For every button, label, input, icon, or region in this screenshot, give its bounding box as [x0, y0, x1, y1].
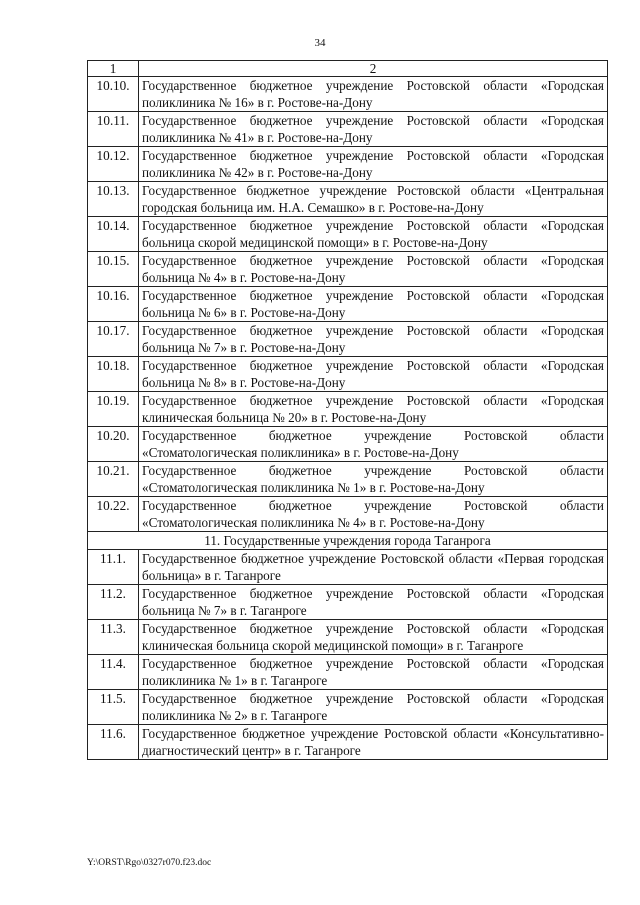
institution-name: Государственное бюджетное учреждение Ростовской области «Городская поликлиника № 2» в г. Таганроге [139, 690, 608, 725]
table-row [88, 217, 608, 252]
header-col-1: 1 [88, 61, 139, 77]
table-row [88, 147, 608, 182]
institution-name: Государственное бюджетное учреждение Ростовской области «Центральная городская больница им. Н.А. Семашко» в г. Ростове-на-Дону [139, 182, 608, 217]
table-row [88, 287, 608, 322]
row-number: 11.5. [88, 690, 139, 725]
row-number: 10.22. [88, 497, 139, 532]
table-row [88, 322, 608, 357]
table-row [88, 690, 608, 725]
institution-name: Государственное бюджетное учреждение Ростовской области «Первая городская больница» в г. Таганроге [139, 550, 608, 585]
table-header-row [88, 61, 608, 77]
table-row [88, 550, 608, 585]
row-number: 10.21. [88, 462, 139, 497]
institution-name: Государственное бюджетное учреждение Ростовской области «Стоматологическая поликлиника № 1» в г. Ростове-на-Дону [139, 462, 608, 497]
header-col-2: 2 [139, 61, 608, 77]
section-heading: 11. Государственные учреждения города Таганрога [88, 532, 608, 550]
row-number: 10.19. [88, 392, 139, 427]
institution-name: Государственное бюджетное учреждение Ростовской области «Городская поликлиника № 16» в г. Ростове-на-Дону [139, 77, 608, 112]
institution-name: Государственное бюджетное учреждение Ростовской области «Городская поликлиника № 41» в г. Ростове-на-Дону [139, 112, 608, 147]
page-number: 34 [314, 37, 326, 49]
institution-name: Государственное бюджетное учреждение Ростовской области «Городская поликлиника № 1» в г. Таганроге [139, 655, 608, 690]
table-row [88, 112, 608, 147]
row-number: 10.12. [88, 147, 139, 182]
institutions-table [87, 60, 608, 760]
institution-name: Государственное бюджетное учреждение Ростовской области «Консультативно-диагностический центр» в г. Таганроге [139, 725, 608, 760]
row-number: 11.2. [88, 585, 139, 620]
table-row [88, 357, 608, 392]
institution-name: Государственное бюджетное учреждение Ростовской области «Городская больница № 8» в г. Ростове-на-Дону [139, 357, 608, 392]
table-row [88, 725, 608, 760]
row-number: 11.3. [88, 620, 139, 655]
table-row [88, 392, 608, 427]
table-row [88, 252, 608, 287]
table-row [88, 585, 608, 620]
row-number: 10.18. [88, 357, 139, 392]
institution-name: Государственное бюджетное учреждение Ростовской области «Городская клиническая больница скорой медицинской помощи» в г. Таганроге [139, 620, 608, 655]
row-number: 11.6. [88, 725, 139, 760]
row-number: 10.16. [88, 287, 139, 322]
table-row [88, 655, 608, 690]
institution-name: Государственное бюджетное учреждение Ростовской области «Городская больница скорой медицинской помощи» в г. Ростове-на-Дону [139, 217, 608, 252]
row-number: 10.13. [88, 182, 139, 217]
table-row [88, 620, 608, 655]
row-number: 10.14. [88, 217, 139, 252]
row-number: 10.20. [88, 427, 139, 462]
institution-name: Государственное бюджетное учреждение Ростовской области «Городская поликлиника № 42» в г. Ростове-на-Дону [139, 147, 608, 182]
section-heading-row [88, 532, 608, 550]
row-number: 10.15. [88, 252, 139, 287]
table-row [88, 182, 608, 217]
institution-name: Государственное бюджетное учреждение Ростовской области «Городская больница № 7» в г. Ростове-на-Дону [139, 322, 608, 357]
institution-name: Государственное бюджетное учреждение Ростовской области «Городская больница № 6» в г. Ростове-на-Дону [139, 287, 608, 322]
row-number: 10.11. [88, 112, 139, 147]
institution-name: Государственное бюджетное учреждение Ростовской области «Городская клиническая больница № 20» в г. Ростове-на-Дону [139, 392, 608, 427]
institution-name: Государственное бюджетное учреждение Ростовской области «Стоматологическая поликлиника» в г. Ростове-на-Дону [139, 427, 608, 462]
table-row [88, 462, 608, 497]
institution-name: Государственное бюджетное учреждение Ростовской области «Городская больница № 7» в г. Таганроге [139, 585, 608, 620]
footer-file-path: Y:\ORST\Rgo\0327r070.f23.doc [87, 858, 212, 868]
row-number: 10.10. [88, 77, 139, 112]
institution-name: Государственное бюджетное учреждение Ростовской области «Городская больница № 4» в г. Ростове-на-Дону [139, 252, 608, 287]
row-number: 10.17. [88, 322, 139, 357]
institution-name: Государственное бюджетное учреждение Ростовской области «Стоматологическая поликлиника № 4» в г. Ростове-на-Дону [139, 497, 608, 532]
table-row [88, 77, 608, 112]
table-row [88, 497, 608, 532]
table-row [88, 427, 608, 462]
row-number: 11.4. [88, 655, 139, 690]
row-number: 11.1. [88, 550, 139, 585]
